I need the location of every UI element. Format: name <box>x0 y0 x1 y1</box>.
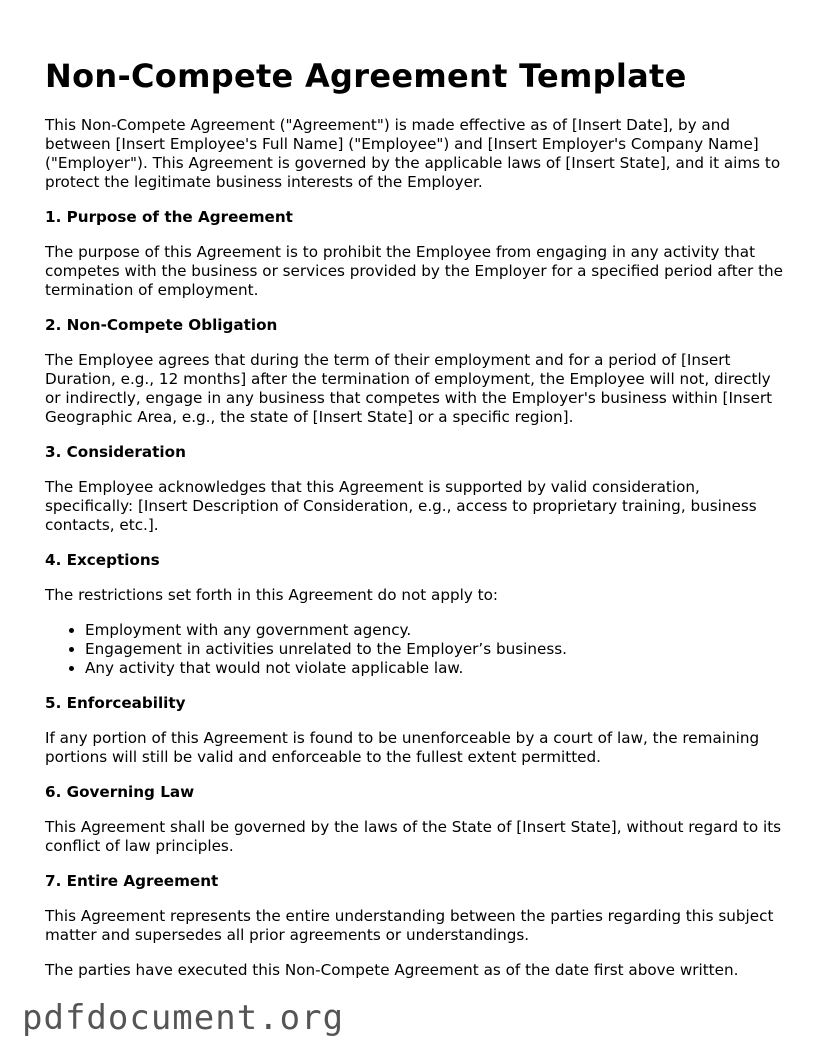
document-title: Non-Compete Agreement Template <box>45 57 687 95</box>
list-item: • Engagement in activities unrelated to the Employer’s business. <box>85 640 785 659</box>
section-text-purpose: The purpose of this Agreement is to prohibit the Employee from engaging in any activity that competes with the business or services provided by the Employer for a specified period after the termination of employment. <box>45 243 784 299</box>
section-text-governing-law: This Agreement shall be governed by the laws of the State of [Insert State], without regard to its conflict of law principles. <box>45 818 782 855</box>
section-heading-purpose: 1. Purpose of the Agreement <box>45 208 293 226</box>
closing-paragraph: The parties have executed this Non-Compete Agreement as of the date first above written. <box>45 961 739 979</box>
section-heading-entire-agreement: 7. Entire Agreement <box>45 872 219 890</box>
intro-paragraph: This Non-Compete Agreement ("Agreement") is made effective as of [Insert Date], by and between [Insert Employee's Full Name] ("Employee") and [Insert Employer's Company Name] ("Employer"). This Agreement is governed by the applicable laws of [Insert State], and it aims to protect the legitimate business interests of the Employer. <box>45 116 781 191</box>
list-item: • Employment with any government agency. <box>85 621 785 640</box>
section-text-exceptions: The restrictions set forth in this Agreement do not apply to: <box>45 586 499 604</box>
section-text-consideration: The Employee acknowledges that this Agreement is supported by valid consideration, specifically: [Insert Description of Consideration, e.g., access to proprietary training, business contacts, etc.]. <box>45 478 757 534</box>
section-heading-consideration: 3. Consideration <box>45 443 186 461</box>
exceptions-list <box>45 621 785 678</box>
section-heading-exceptions: 4. Exceptions <box>45 551 160 569</box>
document-page <box>45 56 785 996</box>
section-heading-enforceability: 5. Enforceability <box>45 694 186 712</box>
section-heading-governing-law: 6. Governing Law <box>45 783 195 801</box>
section-text-non-compete-obligation: The Employee agrees that during the term of their employment and for a period of [Insert Duration, e.g., 12 months] after the termination of employment, the Employee will not, directly or indirectly, engage in any business that competes with the Employer's business within [Insert Geographic Area, e.g., the state of [Insert State] or a specific region]. <box>45 351 773 426</box>
section-text-enforceability: If any portion of this Agreement is found to be unenforceable by a court of law, the remaining portions will still be valid and enforceable to the fullest extent permitted. <box>45 729 760 766</box>
list-item: • Any activity that would not violate applicable law. <box>85 659 785 678</box>
section-heading-non-compete-obligation: 2. Non-Compete Obligation <box>45 316 278 334</box>
section-text-entire-agreement: This Agreement represents the entire understanding between the parties regarding this subject matter and supersedes all prior agreements or understandings. <box>45 907 774 944</box>
watermark: pdfdocument.org <box>22 998 345 1038</box>
